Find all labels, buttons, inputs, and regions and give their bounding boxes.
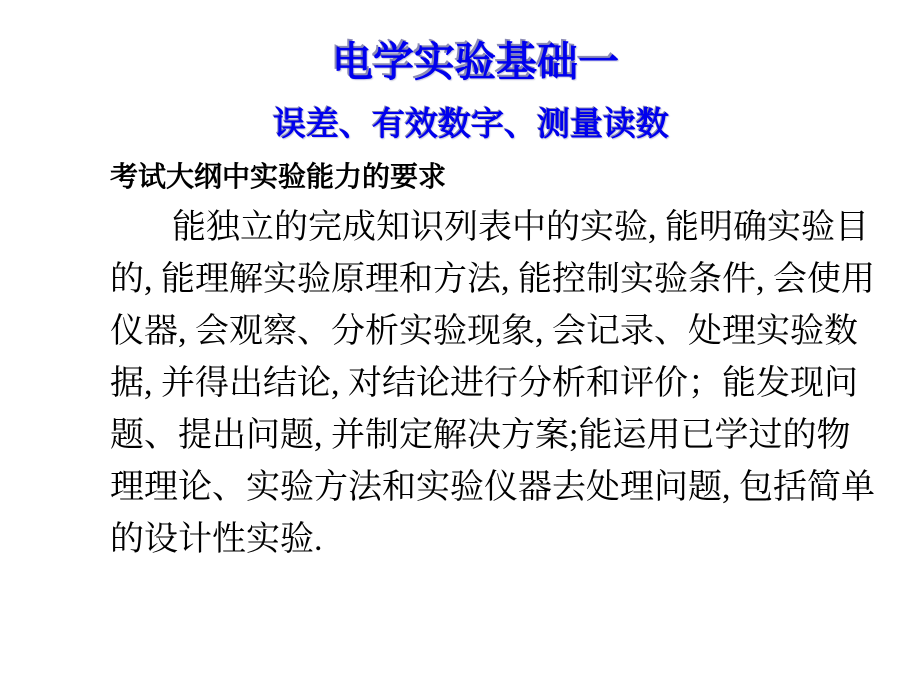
paragraph-line-3: 仪器, 会观察、分析实验现象, 会记录、处理实验数: [110, 313, 858, 350]
slide-subtitle: 误差、有效数字、测量读数: [273, 105, 669, 142]
paragraph-line-5: 题、提出问题, 并制定解决方案;能运用已学过的物: [110, 417, 851, 454]
paragraph-line-7: 的设计性实验.: [110, 521, 323, 558]
paragraph-line-6: 理理论、实验方法和实验仪器去处理问题, 包括简单: [110, 469, 875, 506]
section-heading: 考试大纲中实验能力的要求: [110, 161, 447, 192]
paragraph-line-1: 能独立的完成知识列表中的实验, 能明确实验目: [172, 209, 869, 246]
paragraph-line-2: 的, 能理解实验原理和方法, 能控制实验条件, 会使用: [110, 261, 875, 298]
body-paragraph: [110, 202, 875, 566]
paragraph-line-4: 据, 并得出结论, 对结论进行分析和评价；能发现问: [110, 365, 858, 402]
slide-title: 电学实验基础一: [332, 39, 619, 85]
